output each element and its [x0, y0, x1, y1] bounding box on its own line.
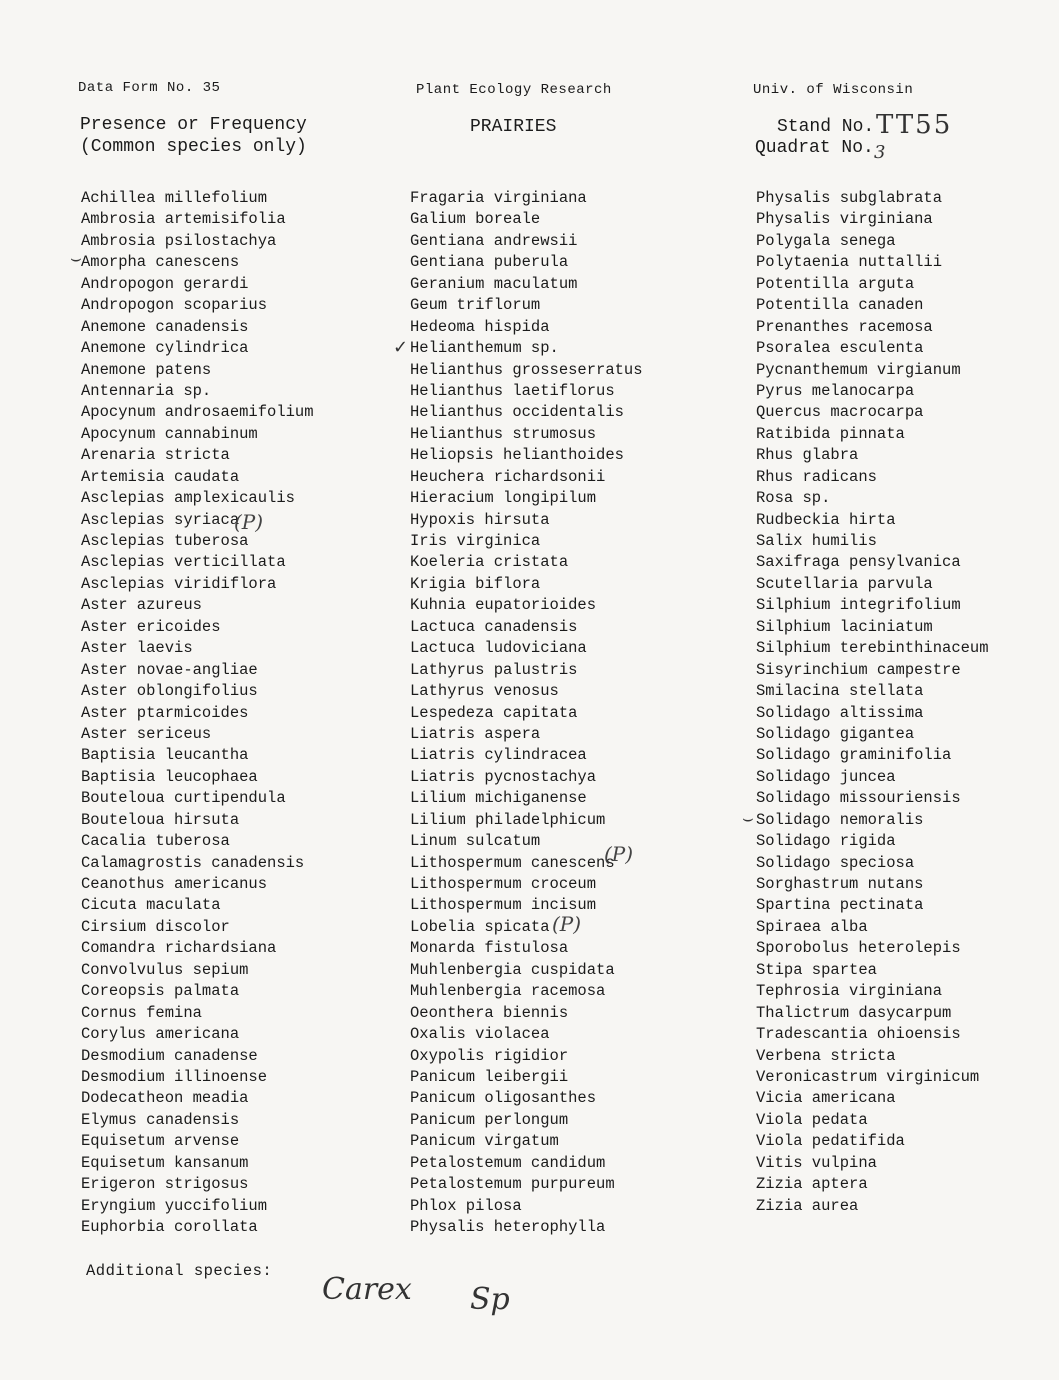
species-item: Calamagrostis canadensis — [81, 853, 305, 872]
quadrat-label: Quadrat No. — [755, 138, 874, 158]
species-item: Quercus macrocarpa — [756, 403, 924, 422]
species-item: Kuhnia eupatorioides — [410, 596, 597, 615]
species-item: Hedeoma hispida — [410, 317, 550, 336]
species-item: Heuchera richardsonii — [410, 467, 606, 486]
species-item: Oxalis violacea — [410, 1025, 550, 1044]
handwritten-additional-species: Carex — [322, 1272, 412, 1307]
species-item: Petalostemum purpureum — [410, 1175, 615, 1194]
species-item: Physalis heterophylla — [410, 1218, 606, 1236]
species-item: Lactuca ludoviciana — [410, 639, 587, 658]
species-item: Cacalia tuberosa — [81, 832, 230, 851]
species-item: Panicum perlongum — [410, 1110, 569, 1129]
species-item: Verbena stricta — [756, 1046, 896, 1065]
species-item: Potentilla canaden — [756, 296, 924, 315]
species-item: Hypoxis hirsuta — [410, 510, 550, 529]
quadrat-number-handwritten: 3 — [874, 142, 886, 163]
species-item: Liatris cylindracea — [410, 746, 587, 765]
species-item: Vicia americana — [756, 1089, 896, 1108]
species-item: Helianthemum sp. — [410, 339, 559, 358]
species-item: Aster ericoides — [81, 617, 221, 636]
species-item: Convolvulus sepium — [81, 960, 249, 979]
species-item: Liatris aspera — [410, 724, 541, 743]
species-item: Sisyrinchium campestre — [756, 660, 961, 679]
species-item: Equisetum kansanum — [81, 1153, 249, 1172]
species-item: Helianthus strumosus — [410, 424, 597, 443]
species-item: Andropogon scoparius — [81, 296, 268, 315]
species-item: Solidago altissima — [756, 703, 924, 722]
species-item: Desmodium canadense — [81, 1046, 258, 1065]
stand-number-handwritten: TT55 — [876, 110, 953, 140]
species-item: Viola pedatifida — [756, 1132, 905, 1151]
species-item: Asclepias viridiflora — [81, 574, 277, 593]
check-mark-icon: ⌣ — [742, 808, 754, 829]
species-item: Krigia biflora — [410, 574, 541, 593]
species-item: Antennaria sp. — [81, 381, 212, 400]
species-item: Polygala senega — [756, 231, 896, 250]
species-item: Stipa spartea — [756, 960, 877, 979]
university: Univ. of Wisconsin — [753, 82, 914, 98]
species-item: Potentilla arguta — [756, 274, 915, 293]
species-item: Apocynum cannabinum — [81, 424, 258, 443]
species-item: Rudbeckia hirta — [756, 510, 896, 529]
species-item: Sporobolus heterolepis — [756, 939, 961, 958]
species-item: Cirsium discolor — [81, 917, 230, 936]
species-item: Lobelia spicata — [410, 917, 550, 936]
species-item: Rosa sp. — [756, 489, 831, 508]
species-item: Silphium integrifolium — [756, 596, 961, 615]
species-item: Spiraea alba — [756, 917, 868, 936]
species-item: Ambrosia psilostachya — [81, 231, 277, 250]
species-item: Zizia aptera — [756, 1175, 868, 1194]
species-item: Oxypolis rigidior — [410, 1046, 569, 1065]
species-item: Aster sericeus — [81, 724, 212, 743]
species-item: Elymus canadensis — [81, 1110, 240, 1129]
species-item: Lathyrus palustris — [410, 660, 578, 679]
form-title-line2: (Common species only) — [80, 137, 307, 157]
species-item: Silphium terebinthinaceum — [756, 639, 989, 658]
species-item: Zizia aurea — [756, 1196, 859, 1215]
species-item: Lilium michiganense — [410, 789, 587, 808]
species-item: Helianthus laetiflorus — [410, 381, 615, 400]
species-item: Pyrus melanocarpa — [756, 381, 915, 400]
species-item: Asclepias verticillata — [81, 553, 286, 572]
species-item: Euphorbia corollata — [81, 1218, 258, 1236]
species-item: Ambrosia artemisifolia — [81, 210, 286, 229]
presence-mark-lithospermum: (P) — [604, 842, 634, 866]
handwritten-additional-sp: Sp — [470, 1282, 510, 1317]
species-item: Prenanthes racemosa — [756, 317, 933, 336]
species-item: Tradescantia ohioensis — [756, 1025, 961, 1044]
species-item: Artemisia caudata — [81, 467, 240, 486]
species-item: Solidago missouriensis — [756, 789, 961, 808]
species-item: Pycnanthemum virgianum — [756, 360, 961, 379]
species-item: Solidago speciosa — [756, 853, 915, 872]
species-item: Solidago nemoralis — [756, 810, 924, 829]
species-item: Liatris pycnostachya — [410, 767, 597, 786]
species-item: Sorghastrum nutans — [756, 875, 924, 893]
species-item: Cicuta maculata — [81, 896, 221, 915]
species-item: Viola pedata — [756, 1110, 868, 1129]
species-item: Baptisia leucophaea — [81, 767, 258, 786]
species-item: Lithospermum canescens — [410, 853, 615, 872]
species-item: Helianthus grosseserratus — [410, 360, 643, 379]
species-item: Erigeron strigosus — [81, 1175, 249, 1194]
species-item: Lithospermum incisum — [410, 896, 597, 915]
species-item: Saxifraga pensylvanica — [756, 553, 961, 572]
species-item: Solidago graminifolia — [756, 746, 952, 765]
species-item: Monarda fistulosa — [410, 939, 569, 958]
species-item: Aster novae-angliae — [81, 660, 258, 679]
species-item: Phlox pilosa — [410, 1196, 522, 1215]
species-item: Tephrosia virginiana — [756, 982, 943, 1001]
species-item: Eryngium yuccifolium — [81, 1196, 268, 1215]
species-item: Thalictrum dasycarpum — [756, 1003, 952, 1022]
species-item: Ceanothus americanus — [81, 875, 268, 893]
species-item: Solidago rigida — [756, 832, 896, 851]
form-title-line1: Presence or Frequency — [80, 115, 307, 135]
species-item: Muhlenbergia racemosa — [410, 982, 606, 1001]
species-item: Petalostemum candidum — [410, 1153, 606, 1172]
stand-label: Stand No. — [777, 117, 875, 137]
species-item: Lactuca canadensis — [410, 617, 578, 636]
species-item: Arenaria stricta — [81, 446, 230, 465]
presence-mark-lobelia: (P) — [552, 912, 582, 936]
species-item: Asclepias syriaca — [81, 510, 240, 529]
species-item: Oeonthera biennis — [410, 1003, 569, 1022]
species-item: Anemone cylindrica — [81, 339, 249, 358]
species-item: Muhlenbergia cuspidata — [410, 960, 615, 979]
species-item: Bouteloua hirsuta — [81, 810, 240, 829]
species-item: Vitis vulpina — [756, 1153, 877, 1172]
species-item: Lespedeza capitata — [410, 703, 578, 722]
species-item: Linum sulcatum — [410, 832, 541, 851]
species-item: Heliopsis helianthoides — [410, 446, 624, 465]
species-item: Panicum oligosanthes — [410, 1089, 597, 1108]
species-item: Hieracium longipilum — [410, 489, 597, 508]
species-item: Andropogon gerardi — [81, 274, 249, 293]
species-item: Lilium philadelphicum — [410, 810, 606, 829]
species-item: Iris virginica — [410, 532, 541, 550]
species-item: Ratibida pinnata — [756, 424, 905, 443]
species-item: Silphium laciniatum — [756, 617, 933, 636]
species-item: Aster azureus — [81, 596, 202, 615]
species-column-3 — [756, 188, 989, 1217]
species-item: Polytaenia nuttallii — [756, 253, 943, 272]
species-item: Coreopsis palmata — [81, 982, 240, 1001]
species-item: Dodecatheon meadia — [81, 1089, 249, 1108]
species-item: Psoralea esculenta — [756, 339, 924, 358]
species-item: Fragaria virginiana — [410, 189, 587, 207]
species-item: Panicum leibergii — [410, 1067, 569, 1086]
additional-species-label: Additional species: — [86, 1262, 273, 1280]
species-item: Amorpha canescens — [81, 253, 240, 272]
species-item: Smilacina stellata — [756, 682, 924, 701]
species-item: Gentiana andrewsii — [410, 231, 578, 250]
species-item: Asclepias amplexicaulis — [81, 489, 295, 508]
species-item: Rhus radicans — [756, 467, 877, 486]
organization: Plant Ecology Research — [416, 82, 612, 98]
species-item: Physalis virginiana — [756, 210, 933, 229]
species-item: Geum triflorum — [410, 296, 541, 315]
species-item: Rhus glabra — [756, 446, 859, 465]
species-item: Lathyrus venosus — [410, 682, 559, 701]
species-item: Geranium maculatum — [410, 274, 578, 293]
species-item: Cornus femina — [81, 1003, 202, 1022]
species-item: Aster ptarmicoides — [81, 703, 249, 722]
species-item: Helianthus occidentalis — [410, 403, 624, 422]
species-item: Anemone canadensis — [81, 317, 249, 336]
species-item: Anemone patens — [81, 360, 212, 379]
species-item: Asclepias tuberosa — [81, 532, 249, 550]
form-number: Data Form No. 35 — [78, 80, 221, 96]
species-item: Veronicastrum virginicum — [756, 1067, 980, 1086]
species-item: Comandra richardsiana — [81, 939, 277, 958]
species-item: Gentiana puberula — [410, 253, 569, 272]
species-column-1 — [81, 188, 314, 1238]
species-column-2 — [410, 188, 643, 1238]
species-item: Lithospermum croceum — [410, 875, 597, 893]
species-item: Galium boreale — [410, 210, 541, 229]
species-item: Physalis subglabrata — [756, 189, 943, 207]
species-item: Apocynum androsaemifolium — [81, 403, 314, 422]
species-item: Solidago juncea — [756, 767, 896, 786]
species-item: Corylus americana — [81, 1025, 240, 1044]
species-item: Bouteloua curtipendula — [81, 789, 286, 808]
species-item: Spartina pectinata — [756, 896, 924, 915]
species-item: Salix humilis — [756, 532, 877, 550]
species-item: Baptisia leucantha — [81, 746, 249, 765]
species-item: Aster oblongifolius — [81, 682, 258, 701]
species-item: Achillea millefolium — [81, 189, 268, 207]
check-mark-icon: ✓ — [393, 337, 409, 358]
species-item: Koeleria cristata — [410, 553, 569, 572]
check-mark-icon: ⌣ — [70, 248, 82, 269]
page-title: PRAIRIES — [470, 117, 557, 137]
species-item: Aster laevis — [81, 639, 193, 658]
presence-mark-asclepias: (P) — [234, 510, 264, 534]
species-item: Panicum virgatum — [410, 1132, 559, 1151]
species-item: Equisetum arvense — [81, 1132, 240, 1151]
species-item: Desmodium illinoense — [81, 1067, 268, 1086]
species-item: Scutellaria parvula — [756, 574, 933, 593]
species-item: Solidago gigantea — [756, 724, 915, 743]
